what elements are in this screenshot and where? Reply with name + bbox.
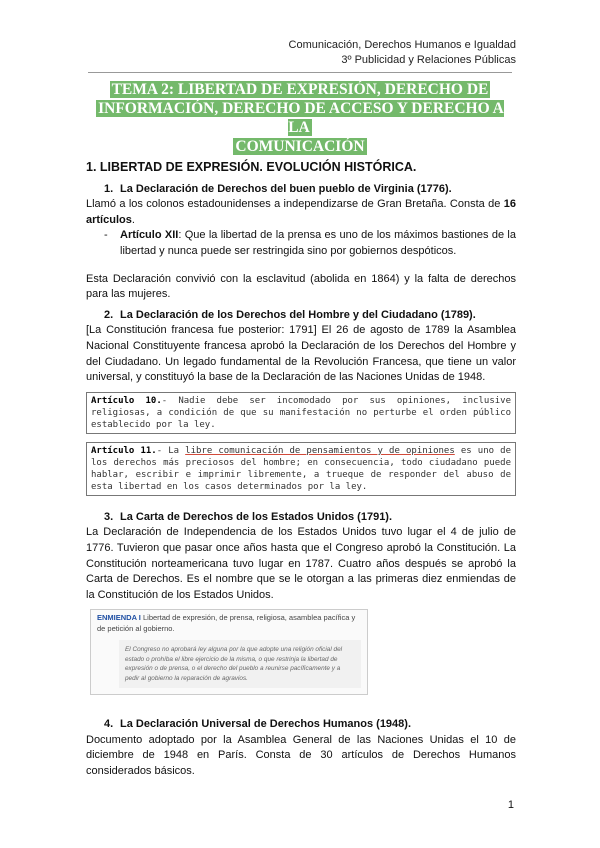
article-text: - La xyxy=(156,445,186,456)
underlined-text: libre comunicación de pensamientos y de opiniones xyxy=(185,445,455,456)
subsection-heading-udhr xyxy=(86,717,516,733)
amendment-label: ENMIENDA I xyxy=(97,613,141,623)
title-line-2: INFORMACIÓN, DERECHO DE ACCESO Y DERECHO A LA xyxy=(98,100,504,136)
article-label: Artículo 11. xyxy=(91,445,157,456)
subsection-number: 1. xyxy=(104,182,114,195)
subsection-title: La Carta de Derechos de los Estados Unidos (1791). xyxy=(120,510,393,523)
bullet-dash: - xyxy=(104,229,108,242)
header-degree: 3º Publicidad y Relaciones Públicas xyxy=(341,54,516,66)
bold-text: 16 artículos xyxy=(86,198,516,226)
amendment-screenshot xyxy=(90,609,368,695)
article-label: Artículo 10. xyxy=(91,395,162,406)
topic-title xyxy=(86,80,514,156)
subsection-title: La Declaración de los Derechos del Hombre y del Ciudadano (1789). xyxy=(120,308,476,321)
header-divider xyxy=(88,72,512,73)
amendment-text: Libertad de expresión, de prensa, religiosa, asamblea pacífica y de petición al gobierno. xyxy=(97,613,356,633)
amendment-quote: El Congreso no aprobará ley alguna por la que adopte una religión oficial del estado o prohíba el libre ejercicio de la misma, o que restrinja la libertad de expresión o de prensa, o el derecho del pueblo a reunirse pacíficamente y a pedir al gobierno la reparación de agravios. xyxy=(119,640,361,688)
section-heading: 1. LIBERTAD DE EXPRESIÓN. EVOLUCIÓN HISTÓRICA. xyxy=(86,160,417,174)
bold-text: Artículo XII xyxy=(120,229,179,242)
amendment-summary xyxy=(97,613,361,634)
quote-box-article-10 xyxy=(86,392,516,434)
paragraph: Esta Declaración convivió con la esclavitud (abolida en 1864) y la falta de derechos para las mujeres. xyxy=(86,272,516,301)
article-text: - Nadie debe ser incomodado por sus opiniones, inclusive religiosas, a condición de que su manifestación no perturbe el orden público establecido por la ley. xyxy=(91,395,511,430)
list-item xyxy=(86,228,516,259)
subsection-title: La Declaración de Derechos del buen pueblo de Virginia (1776). xyxy=(120,182,452,195)
running-header xyxy=(289,38,516,68)
subsection-heading-virginia xyxy=(86,182,516,198)
text-run: Llamó a los colonos estadounidenses a independizarse de Gran Bretaña. Consta de xyxy=(86,198,504,211)
paragraph: La Declaración de Independencia de los Estados Unidos tuvo lugar el 4 de julio de 1776. Tuvieron que pasar once años hasta que el Congreso aprobó la Constitución. La Constitución norteamericana tuvo lugar en 1787. Cuatro años después se aprobó la Carta de Derechos. Es el nombre que se le otorgan a las primeras diez enmiendas de la Constitución de los Estados Unidos. xyxy=(86,526,516,601)
subsection-heading-france xyxy=(86,308,516,324)
article-text: es uno de los derechos más preciosos del hombre; en consecuencia, todo ciudadano puede hablar, escribir e imprimir libremente, a trueque de responder del abuso de esta libertad en los casos determinados por la ley. xyxy=(91,445,511,492)
paragraph: [La Constitución francesa fue posterior: 1791] El 26 de agosto de 1789 la Asamblea Nacional Constituyente francesa aprobó la Declaración de los Derechos del Hombre y del Ciudadano. Un legado fundamental de la Revolución Francesa, que tiene un valor universal, y constituyó la base de la Declaración de las Naciones Unidas de 1948. xyxy=(86,324,516,384)
subsection-heading-bill-of-rights xyxy=(86,510,516,526)
text-run: : Que la libertad de la prensa es uno de los máximos bastiones de la libertad y nunca puede ser restringida sino por gobiernos despóticos. xyxy=(120,229,516,257)
list-item-text xyxy=(120,228,516,259)
paragraph: Documento adoptado por la Asamblea General de las Naciones Unidas el 10 de diciembre de 1948 en París. Consta de 30 artículos de Derechos Humanos considerados básicos. xyxy=(86,733,516,778)
page-number: 1 xyxy=(507,799,514,811)
title-line-3: COMUNICACIÓN xyxy=(235,138,365,155)
paragraph xyxy=(86,197,516,228)
subsection-number: 4. xyxy=(104,718,114,731)
header-course: Comunicación, Derechos Humanos e Igualdad xyxy=(288,39,516,51)
text-run: . xyxy=(131,213,135,226)
subsection-number: 3. xyxy=(104,510,114,523)
title-line-1: TEMA 2: LIBERTAD DE EXPRESIÓN, DERECHO DE xyxy=(111,81,489,98)
quote-box-article-11 xyxy=(86,442,516,496)
subsection-title: La Declaración Universal de Derechos Humanos (1948). xyxy=(120,718,412,731)
subsection-number: 2. xyxy=(104,308,114,321)
document-body xyxy=(86,160,516,780)
